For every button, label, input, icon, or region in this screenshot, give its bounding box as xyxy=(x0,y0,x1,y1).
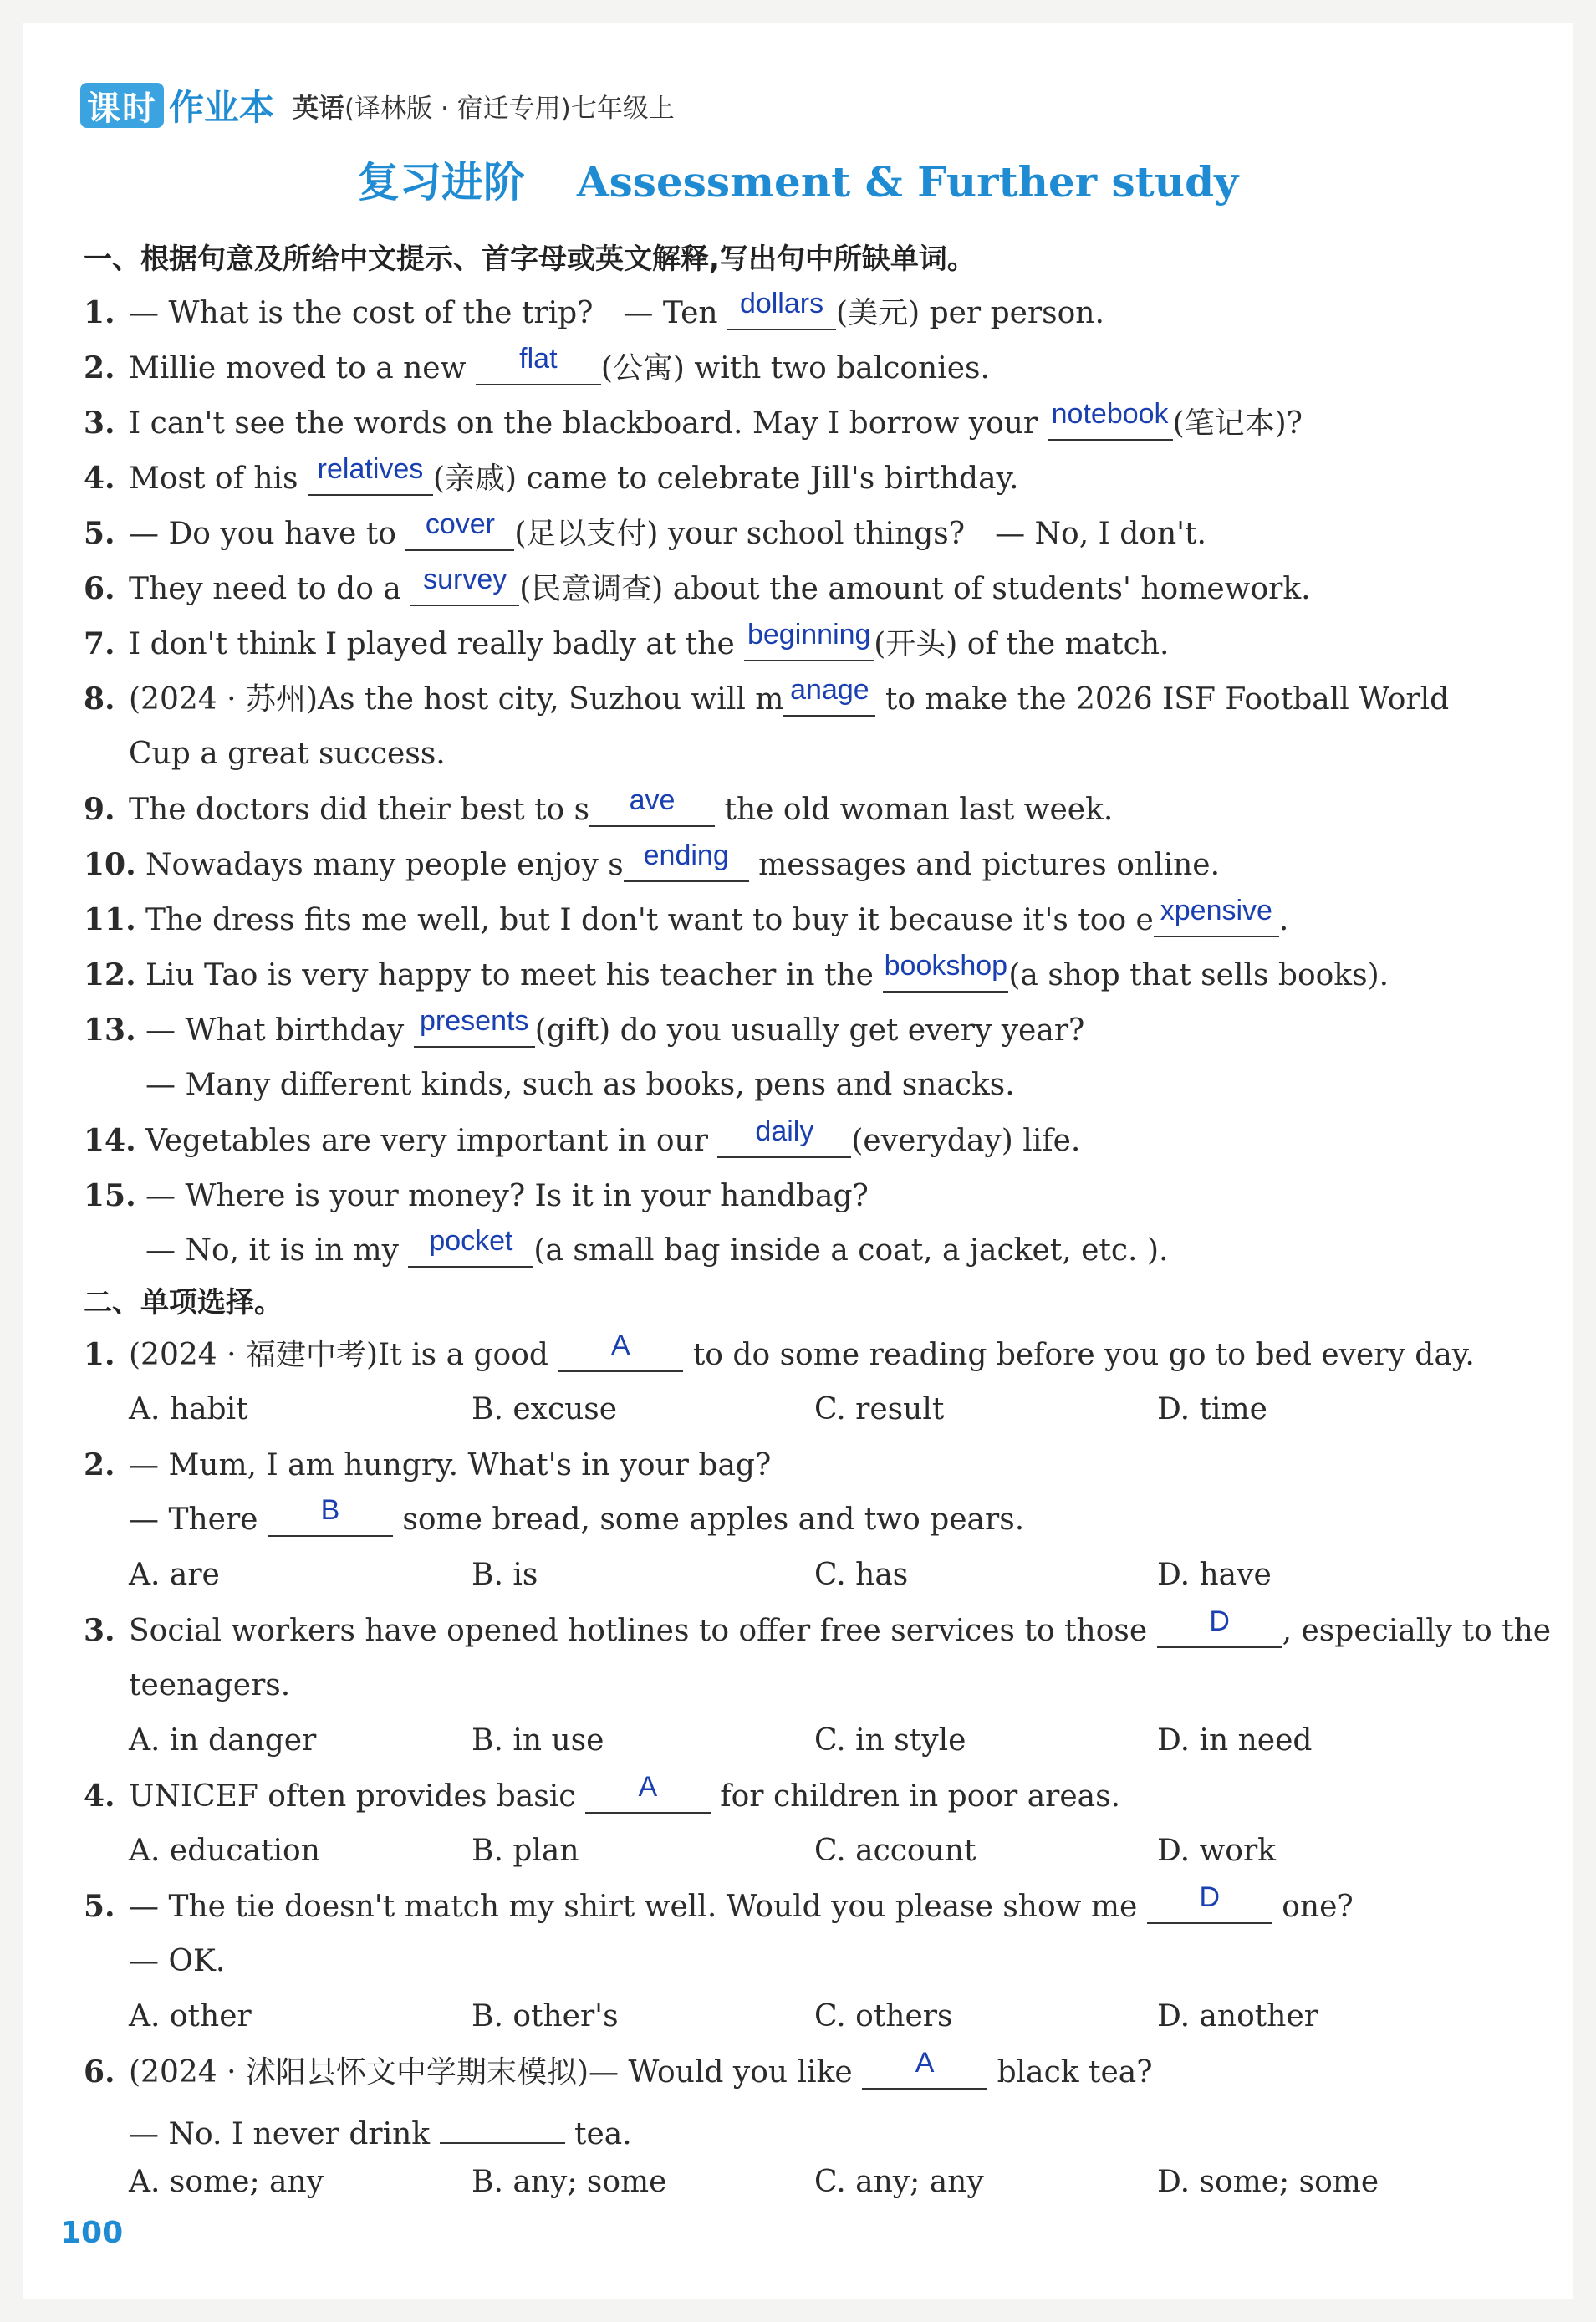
item-number: 12. xyxy=(84,957,136,993)
answer-blank[interactable] xyxy=(624,839,749,882)
logo-mark: 课时 xyxy=(80,83,164,128)
page-header xyxy=(80,80,675,130)
item-text: The doctors did their best to s xyxy=(129,793,590,827)
fill-item-10 xyxy=(84,839,1221,884)
item-text: (gift) do you usually get every year? xyxy=(534,1013,1085,1048)
answer-text: D xyxy=(1209,1605,1230,1637)
fill-item-9 xyxy=(84,784,1114,829)
subject-info: 英语(译林版 · 宿迁专用)七年级上 xyxy=(293,93,675,124)
fill-item-4 xyxy=(84,453,1019,498)
item-number: 7. xyxy=(84,626,115,661)
item-number: 9. xyxy=(84,792,115,827)
answer-blank[interactable] xyxy=(727,288,836,330)
choice-item-4 xyxy=(84,1771,1121,1815)
answer-text: anage xyxy=(790,674,869,706)
answer-blank[interactable] xyxy=(1147,1881,1272,1924)
answer-text: beginning xyxy=(747,619,871,651)
option-a[interactable]: A. some; any xyxy=(129,2165,324,2199)
answer-blank[interactable] xyxy=(1048,398,1173,441)
item-text: — What is the cost of the trip? — Ten xyxy=(129,296,728,330)
fill-item-8 xyxy=(84,674,1450,718)
answer-text: xpensive xyxy=(1160,895,1272,926)
fill-item-6 xyxy=(84,564,1311,608)
answer-blank[interactable] xyxy=(440,2109,565,2144)
item-number: 4. xyxy=(84,1778,115,1814)
answer-text: dollars xyxy=(739,288,824,319)
item-number: 11. xyxy=(84,902,136,937)
answer-text: cover xyxy=(425,508,495,540)
answer-blank[interactable] xyxy=(783,674,875,717)
item-text: (a shop that sells books). xyxy=(1008,958,1389,993)
fill-item-15-continued xyxy=(145,1225,1169,1269)
logo-text: 作业本 xyxy=(169,87,275,128)
item-text: Millie moved to a new xyxy=(129,351,476,385)
option-b[interactable]: B. other's xyxy=(472,1999,619,2034)
item-text: Nowadays many people enjoy s xyxy=(145,848,624,882)
item-text: (a small bag inside a coat, a jacket, etc. ). xyxy=(533,1233,1169,1268)
answer-text: relatives xyxy=(317,453,424,485)
choice-item-6 xyxy=(84,2047,1153,2091)
option-b[interactable]: B. excuse xyxy=(472,1392,618,1426)
item-number: 3. xyxy=(84,406,115,441)
fill-item-12 xyxy=(84,950,1389,994)
item-text: (民意调查) about the amount of students' homework. xyxy=(519,572,1311,606)
item-text: one? xyxy=(1272,1890,1354,1924)
fill-item-3 xyxy=(84,398,1303,442)
item-text: messages and pictures online. xyxy=(748,848,1221,882)
fill-item-8-continued: Cup a great success. xyxy=(129,737,446,771)
item-number: 15. xyxy=(84,1178,136,1213)
answer-text: A xyxy=(915,2047,935,2079)
item-text: (2024 · 沭阳县怀文中学期末模拟)— Would you like xyxy=(129,2055,863,2090)
item-text: Most of his xyxy=(129,462,308,496)
item-text: (美元) per person. xyxy=(836,296,1104,330)
item-text: Social workers have opened hotlines to offer free services to those xyxy=(129,1614,1157,1648)
answer-text: survey xyxy=(423,564,507,595)
item-number: 4. xyxy=(84,461,115,496)
option-d[interactable]: D. have xyxy=(1157,1558,1272,1592)
item-text: They need to do a xyxy=(129,572,411,606)
item-text: — Where is your money? Is it in your handbag? xyxy=(145,1179,869,1213)
item-text: — No, it is in my xyxy=(145,1233,409,1268)
item-number: 1. xyxy=(84,1337,115,1372)
item-text: — Mum, I am hungry. What's in your bag? xyxy=(129,1448,772,1483)
answer-text: pocket xyxy=(429,1225,513,1257)
item-text: to do some reading before you go to bed every day. xyxy=(683,1338,1475,1372)
fill-item-1 xyxy=(84,288,1104,332)
choice-item-5-continued: — OK. xyxy=(129,1944,226,1978)
item-text: for children in poor areas. xyxy=(710,1779,1121,1814)
choice-item-3 xyxy=(84,1605,1552,1650)
item-text: — What birthday xyxy=(145,1013,414,1048)
item-number: 10. xyxy=(84,847,136,882)
fill-item-15 xyxy=(84,1177,869,1215)
answer-text: B xyxy=(320,1494,340,1526)
item-text: Vegetables are very important in our xyxy=(145,1124,718,1158)
item-text: . xyxy=(1278,903,1289,937)
item-text: Liu Tao is very happy to meet his teacher in the xyxy=(145,958,884,993)
item-text: (笔记本)? xyxy=(1172,406,1303,441)
choice-item-3-continued: teenagers. xyxy=(129,1668,291,1702)
item-text: — No. I never drink xyxy=(129,2117,440,2151)
option-b[interactable]: B. is xyxy=(472,1558,538,1592)
section2-heading: 二、单项选择。 xyxy=(84,1286,283,1319)
item-number: 1. xyxy=(84,295,115,330)
choice-item-2-line2 xyxy=(129,1494,1025,1539)
option-c[interactable]: C. any; any xyxy=(814,2165,984,2199)
fill-item-14 xyxy=(84,1115,1081,1160)
item-text: (公寓) with two balconies. xyxy=(600,351,990,385)
page-number: 100 xyxy=(60,2216,124,2250)
item-text: — Do you have to xyxy=(129,517,406,551)
choice-item-2 xyxy=(84,1447,771,1484)
item-number: 2. xyxy=(84,1447,115,1483)
item-number: 5. xyxy=(84,516,115,551)
option-d[interactable]: D. another xyxy=(1157,1999,1318,2034)
item-text: (2024 · 福建中考)It is a good xyxy=(129,1338,558,1372)
option-d[interactable]: D. some; some xyxy=(1157,2165,1379,2199)
item-number: 3. xyxy=(84,1613,115,1648)
answer-text: A xyxy=(611,1329,630,1361)
item-text: to make the 2026 ISF Football World xyxy=(875,682,1450,717)
item-number: 13. xyxy=(84,1013,136,1048)
fill-item-11 xyxy=(84,895,1289,939)
answer-blank[interactable] xyxy=(268,1494,393,1537)
answer-blank[interactable] xyxy=(1154,895,1279,937)
item-number: 5. xyxy=(84,1889,115,1924)
item-text: black tea? xyxy=(987,2055,1153,2090)
option-b[interactable]: B. plan xyxy=(472,1834,579,1868)
answer-text: A xyxy=(638,1771,658,1803)
option-a[interactable]: A. habit xyxy=(129,1392,248,1426)
option-d[interactable]: D. time xyxy=(1157,1392,1267,1426)
option-d[interactable]: D. work xyxy=(1157,1834,1276,1868)
answer-text: daily xyxy=(755,1115,814,1147)
answer-blank[interactable] xyxy=(408,1225,533,1268)
item-text: , especially to the xyxy=(1282,1614,1552,1648)
answer-blank[interactable] xyxy=(410,564,519,606)
option-a[interactable]: A. in danger xyxy=(129,1723,317,1758)
answer-blank[interactable] xyxy=(1157,1605,1282,1648)
answer-blank[interactable] xyxy=(717,1115,851,1158)
answer-text: presents xyxy=(420,1005,529,1037)
answer-blank[interactable] xyxy=(585,1771,711,1814)
item-text: (everyday) life. xyxy=(851,1124,1081,1158)
item-text: UNICEF often provides basic xyxy=(129,1779,585,1814)
option-c[interactable]: C. others xyxy=(814,1999,953,2034)
answer-blank[interactable] xyxy=(744,619,874,661)
item-number: 14. xyxy=(84,1123,136,1158)
choice-item-1 xyxy=(84,1329,1475,1374)
item-text: I don't think I played really badly at the xyxy=(129,627,745,661)
option-a[interactable]: A. are xyxy=(129,1558,220,1592)
answer-blank[interactable] xyxy=(476,343,601,385)
answer-text: D xyxy=(1199,1881,1221,1913)
item-text: (亲戚) came to celebrate Jill's birthday. xyxy=(432,462,1019,496)
page-title: 复习进阶 Assessment & Further study xyxy=(357,157,1239,207)
option-c[interactable]: C. in style xyxy=(814,1723,966,1758)
answer-blank[interactable] xyxy=(414,1005,535,1048)
item-text: some bread, some apples and two pears. xyxy=(392,1503,1025,1537)
answer-blank[interactable] xyxy=(558,1329,683,1372)
fill-item-2 xyxy=(84,343,990,387)
choice-item-6-line2 xyxy=(129,2109,632,2153)
item-number: 6. xyxy=(84,571,115,606)
answer-text: notebook xyxy=(1051,398,1169,430)
item-text: — The tie doesn't match my shirt well. Would you please show me xyxy=(129,1890,1147,1924)
item-text: I can't see the words on the blackboard. May I borrow your xyxy=(129,406,1048,441)
answer-blank[interactable] xyxy=(883,950,1008,993)
option-a[interactable]: A. education xyxy=(129,1834,320,1868)
item-number: 8. xyxy=(84,681,115,717)
fill-item-5 xyxy=(84,508,1206,553)
option-a[interactable]: A. other xyxy=(129,1999,252,2034)
answer-blank[interactable] xyxy=(589,784,715,827)
option-c[interactable]: C. has xyxy=(814,1558,909,1592)
fill-item-13-continued: — Many different kinds, such as books, pens and snacks. xyxy=(145,1068,1015,1102)
fill-item-7 xyxy=(84,619,1170,663)
item-text: The dress fits me well, but I don't want to buy it because it's too e xyxy=(145,903,1154,937)
answer-text: bookshop xyxy=(884,950,1008,982)
option-d[interactable]: D. in need xyxy=(1157,1723,1313,1758)
answer-blank[interactable] xyxy=(405,508,514,551)
answer-blank[interactable] xyxy=(862,2047,987,2090)
answer-text: ave xyxy=(629,784,676,816)
option-c[interactable]: C. result xyxy=(814,1392,945,1426)
item-number: 6. xyxy=(84,2054,115,2090)
item-text: — There xyxy=(129,1503,268,1537)
section1-heading: 一、根据句意及所给中文提示、首字母或英文解释,写出句中所缺单词。 xyxy=(84,242,976,276)
item-text: (2024 · 苏州)As the host city, Suzhou will m xyxy=(129,682,784,717)
item-text: (开头) of the match. xyxy=(874,627,1170,661)
choice-item-5 xyxy=(84,1881,1354,1926)
item-text: the old woman last week. xyxy=(715,793,1114,827)
answer-blank[interactable] xyxy=(308,453,433,496)
option-c[interactable]: C. account xyxy=(814,1834,976,1868)
option-b[interactable]: B. in use xyxy=(472,1723,604,1758)
option-b[interactable]: B. any; some xyxy=(472,2165,667,2199)
answer-text: flat xyxy=(519,343,558,375)
item-text: tea. xyxy=(564,2117,632,2151)
item-text: (足以支付) your school things? — No, I don't. xyxy=(514,517,1206,551)
answer-text: ending xyxy=(643,839,729,871)
fill-item-13 xyxy=(84,1005,1085,1049)
item-number: 2. xyxy=(84,350,115,385)
